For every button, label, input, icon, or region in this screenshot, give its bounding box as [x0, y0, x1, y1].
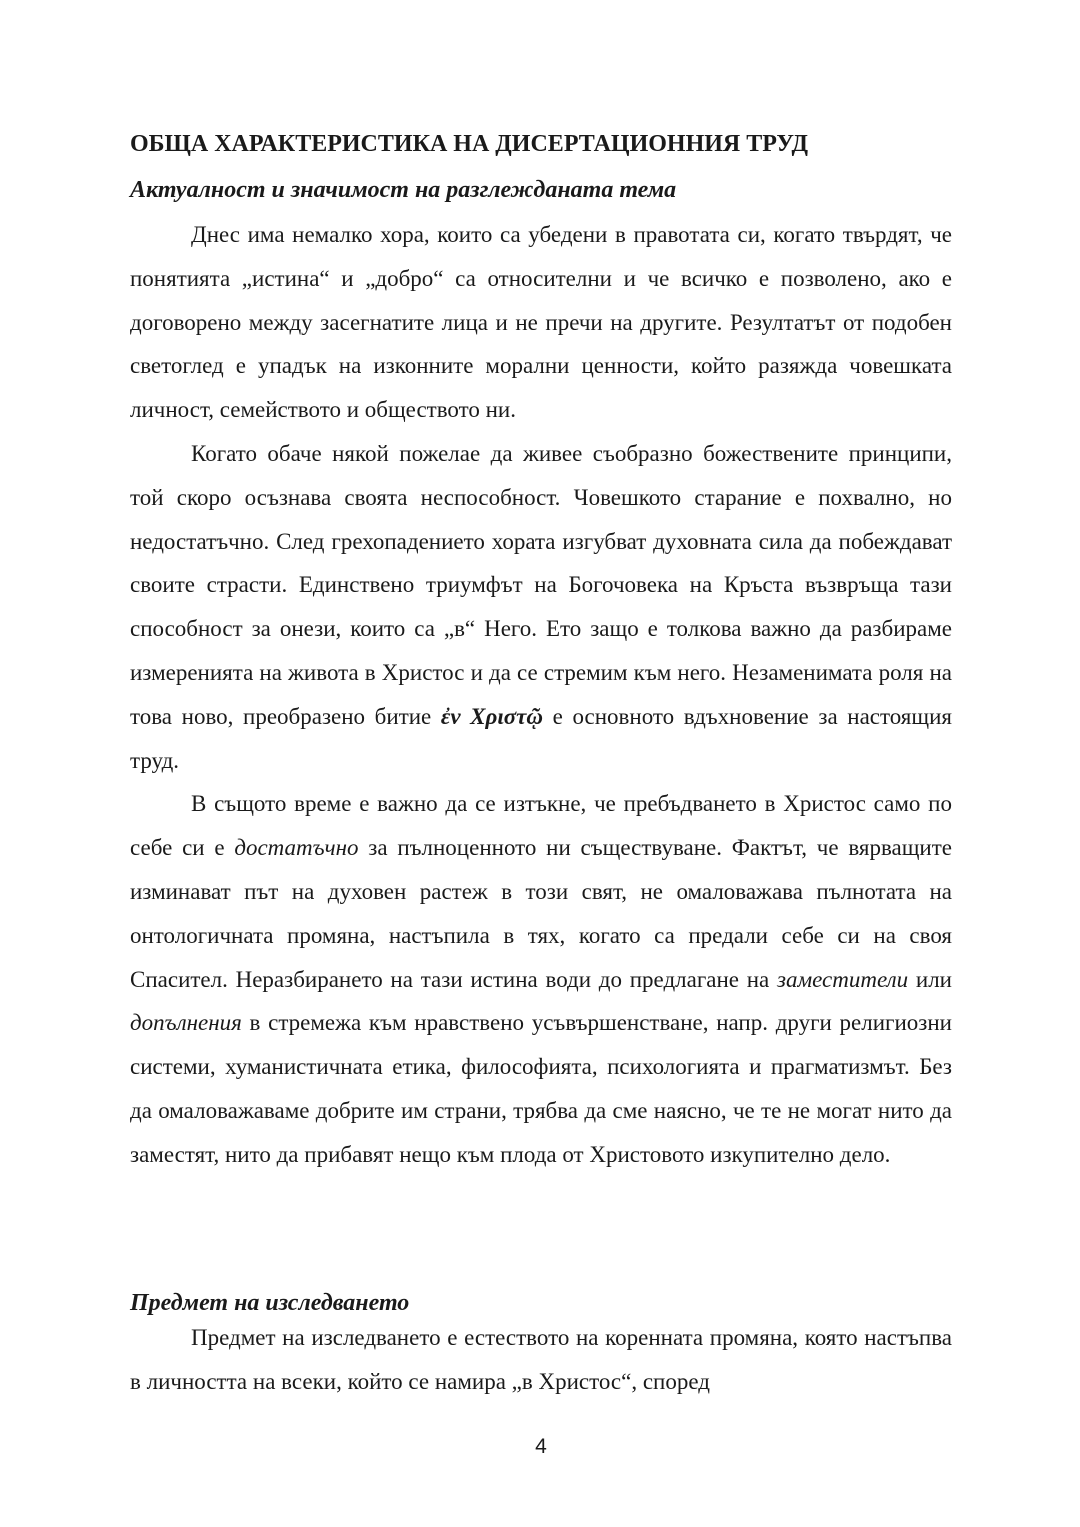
emphasis-sufficient: достатъчно	[234, 835, 359, 861]
paragraph-3-part-4: в стремежа към нравствено усъвършенстване, напр. други религиозни системи, хуманистичната етика, философията, психологията и прагматизмът. Без да омаловажаваме добрите им страни, трябва да сме наясно, че те не могат нито да заместят, нито да прибавят нещо към плода от Христовото изкупително дело.	[130, 1010, 952, 1167]
emphasis-substitutes: заместители	[777, 966, 909, 992]
relevance-section-title: Актуалност и значимост на разглежданата тема	[130, 177, 677, 203]
paragraph-2	[130, 432, 952, 782]
paragraph-3-part-2: за пълноценното ни съществуване. Фактът, че вярващите изминават път на духовен растеж в този свят, не омаловажава пълнотата на онтологичната промяна, настъпила в тях, когато са предали себе си на своя Спасител. Неразбирането на тази истина води до предлагане на	[130, 835, 952, 992]
paragraph-2-text-start: Когато обаче някой пожелае да живее съобразно божествените принципи, той скоро осъзнава своята неспособност. Човешкото старание е похвално, но недостатъчно. След грехопадението хората изгубват духовната сила да побеждават своите страсти. Единствено триумфът на Богочовека на Кръста възвръща тази способност за онези, които са „в“ Него. Ето защо е толкова важно да разбираме измеренията на живота в Христос и да се стремим към него. Незаменимата роля на това ново, преобразено битие	[130, 440, 952, 729]
paragraph-1: Днес има немалко хора, които са убедени в правотата си, когато твърдят, че понятията „истина“ и „добро“ са относителни и че всичко е позволено, ако е договорено между засегнатите лица и не пречи на другите. Резултатът от подобен светоглед е упадък на изконните морални ценности, който разяжда човешката личност, семейството и обществото ни.	[130, 222, 952, 423]
paragraph-3	[130, 782, 952, 1176]
dissertation-overview-heading: ОБЩА ХАРАКТЕРИСТИКА НА ДИСЕРТАЦИОННИЯ ТРУД	[130, 131, 809, 157]
document-page	[130, 0, 952, 1527]
research-subject-section-body	[130, 1316, 952, 1404]
paragraph-4: Предмет на изследването е естеството на коренната промяна, която настъпва в личността на всеки, който се намира „в Христос“, според	[130, 1325, 952, 1394]
research-subject-section-title: Предмет на изследването	[130, 1290, 410, 1316]
paragraph-2-text-end: е основното вдъхновение за настоящия труд.	[130, 703, 952, 773]
paragraph-3-part-3: или	[908, 966, 952, 992]
paragraph-3-part-1: В същото време е важно да се изтъкне, че пребъдването в Христос само по себе си е	[130, 791, 952, 861]
greek-phrase: ἐν Χριστῷ	[440, 703, 543, 729]
emphasis-additions: допълнения	[130, 1010, 242, 1036]
relevance-section-body	[130, 213, 952, 1177]
page-number: 4	[535, 1435, 547, 1458]
